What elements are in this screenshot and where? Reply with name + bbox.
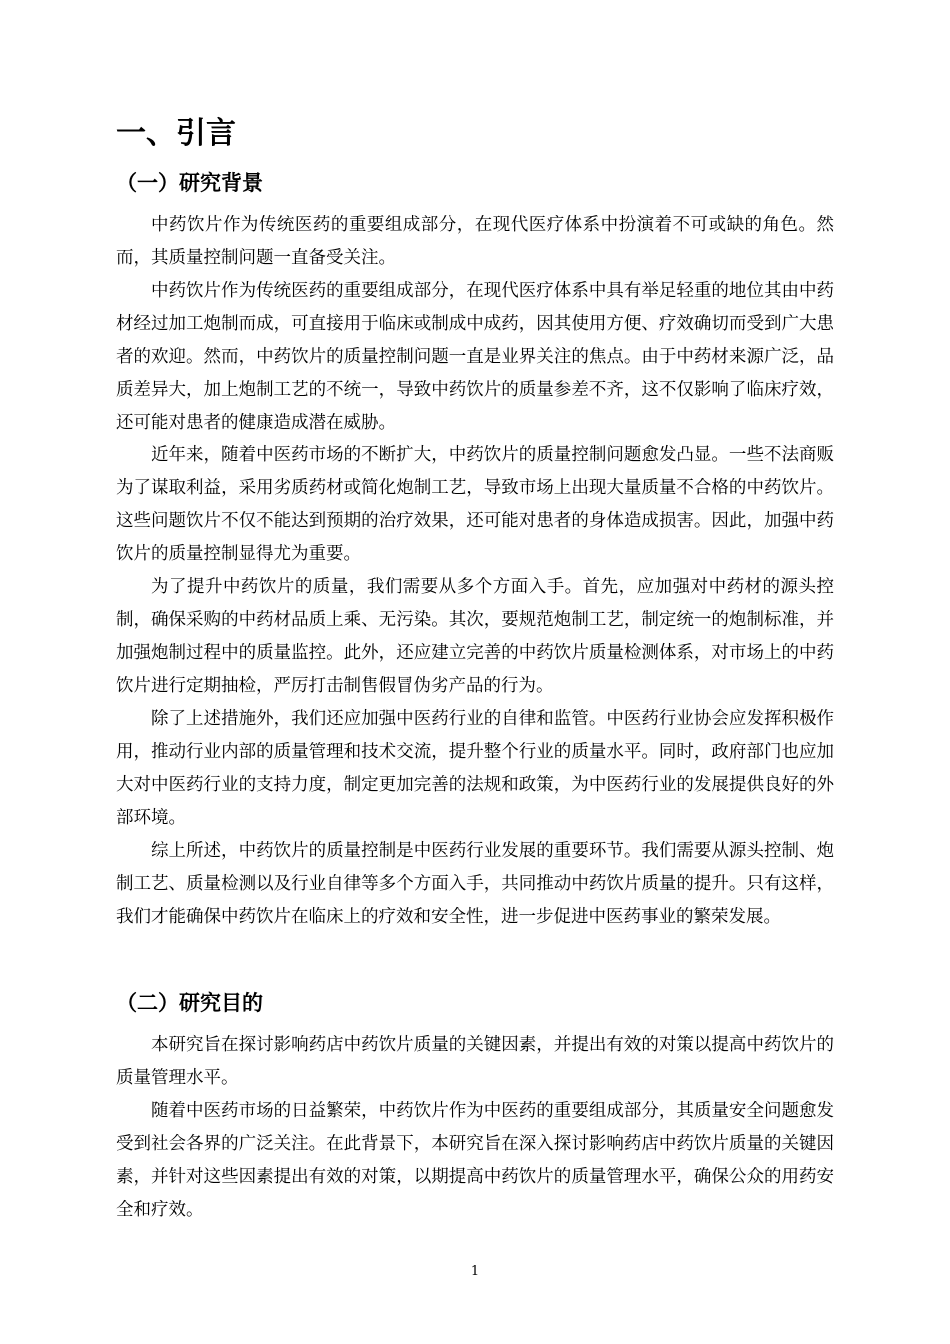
paragraph: 中药饮片作为传统医药的重要组成部分，在现代医疗体系中扮演着不可或缺的角色。然而，其质量控制问题一直备受关注。 (116, 215, 834, 268)
paragraph: 综上所述，中药饮片的质量控制是中医药行业发展的重要环节。我们需要从源头控制、炮制工艺、质量检测以及行业自律等多个方面入手，共同推动中药饮片质量的提升。只有这样，我们才能确保中药饮片在临床上的疗效和安全性，进一步促进中医药事业的繁荣发展。 (116, 841, 834, 927)
paragraph: 中药饮片作为传统医药的重要组成部分，在现代医疗体系中具有举足轻重的地位其由中药材经过加工炮制而成，可直接用于临床或制成中成药，因其使用方便、疗效确切而受到广大患者的欢迎。然而，中药饮片的质量控制问题一直是业界关注的焦点。由于中药材来源广泛，品质差异大，加上炮制工艺的不统一，导致中药饮片的质量参差不齐，这不仅影响了临床疗效，还可能对患者的健康造成潜在威胁。 (116, 281, 834, 433)
paragraph: 随着中医药市场的日益繁荣，中药饮片作为中医药的重要组成部分，其质量安全问题愈发受到社会各界的广泛关注。在此背景下，本研究旨在深入探讨影响药店中药饮片质量的关键因素，并针对这些因素提出有效的对策，以期提高中药饮片的质量管理水平，确保公众的用药安全和疗效。 (116, 1101, 834, 1220)
chapter-heading: 一、引言 (116, 116, 236, 151)
paragraph: 本研究旨在探讨影响药店中药饮片质量的关键因素，并提出有效的对策以提高中药饮片的质量管理水平。 (116, 1035, 834, 1088)
page-number: 1 (470, 1264, 480, 1279)
paragraph: 为了提升中药饮片的质量，我们需要从多个方面入手。首先，应加强对中药材的源头控制，确保采购的中药材品质上乘、无污染。其次，要规范炮制工艺，制定统一的炮制标准，并加强炮制过程中的质量监控。此外，还应建立完善的中药饮片质量检测体系，对市场上的中药饮片进行定期抽检，严厉打击制售假冒伪劣产品的行为。 (116, 577, 834, 696)
section-title-background: （一）研究背景 (116, 171, 263, 195)
paragraph: 近年来，随着中医药市场的不断扩大，中药饮片的质量控制问题愈发凸显。一些不法商贩为了谋取利益，采用劣质药材或简化炮制工艺，导致市场上出现大量质量不合格的中药饮片。这些问题饮片不仅不能达到预期的治疗效果，还可能对患者的身体造成损害。因此，加强中药饮片的质量控制显得尤为重要。 (116, 445, 834, 564)
section-title-purpose: （二）研究目的 (116, 991, 263, 1015)
paragraph: 除了上述措施外，我们还应加强中医药行业的自律和监管。中医药行业协会应发挥积极作用，推动行业内部的质量管理和技术交流，提升整个行业的质量水平。同时，政府部门也应加大对中医药行业的支持力度，制定更加完善的法规和政策，为中医药行业的发展提供良好的外部环境。 (116, 709, 834, 828)
